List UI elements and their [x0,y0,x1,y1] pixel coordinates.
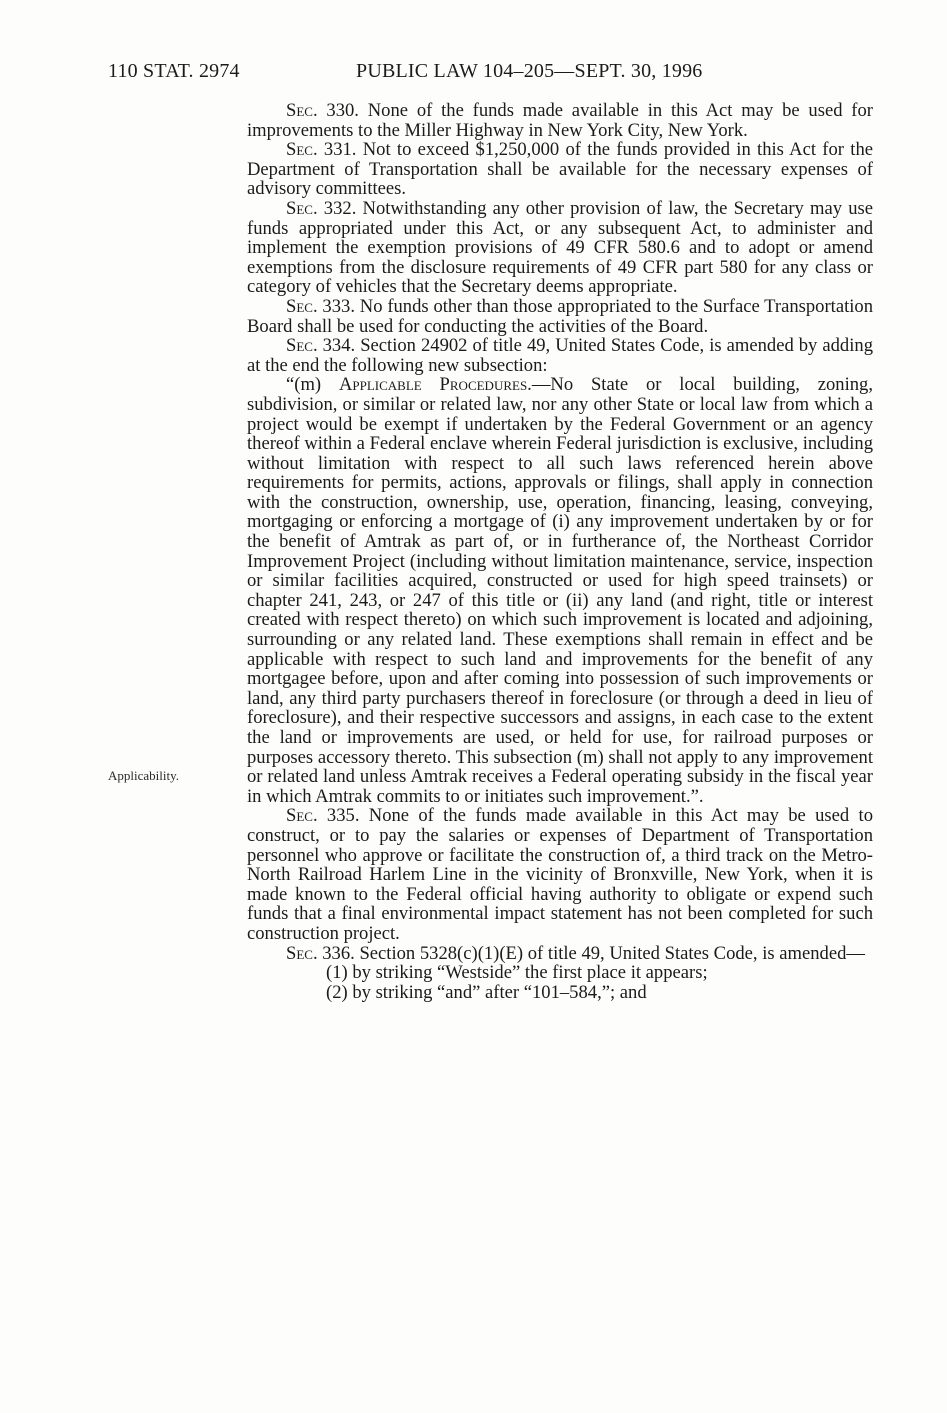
margin-note-applicability: Applicability. [108,768,180,783]
section-label: Sec. [286,805,318,827]
page-header [108,60,808,90]
section-330 [247,101,873,140]
amendment-item-1: (1) by striking “Westside” the first place it appears; [326,962,708,984]
subsection-heading: Applicable Procedures [338,374,528,396]
section-label: Sec. [286,197,318,219]
section-text: 334. Section 24902 of title 49, United States Code, is amended by adding at the end the following new subsection: [247,335,873,376]
section-label: Sec. [286,139,318,161]
section-333 [247,297,873,336]
section-text: 332. Notwithstanding any other provision of law, the Secretary may use funds appropriated under this Act, or any subsequent Act, to administer and implement the exemption provisions of 49 CFR 580.6 and to adopt or amend exemptions from the disclosure requirements of 49 CFR part 580 for any class or category of vehicles that the Secretary deems appropriate. [247,197,873,298]
section-text: 335. None of the funds made available in this Act may be used to construct, or to pay the salaries or expenses of Department of Transportation personnel who approve or facilitate the construction of, a third track on the Metro-North Railroad Harlem Line in the vicinity of Bronxville, New York, when it is made known to the Federal official having authority to obligate or expend such funds that a final environmental impact statement has not been completed for such construction project. [247,805,873,944]
section-label: Sec. [286,295,318,317]
section-label: Sec. [286,335,318,357]
subsection-prefix: “(m) [286,374,339,396]
section-332 [247,199,873,297]
section-334 [247,336,873,375]
section-label: Sec. [286,100,318,121]
body-text [247,101,873,1002]
statute-page-number: 110 STAT. 2974 [108,60,240,82]
subsection-m-applicable-procedures [247,375,873,806]
section-text: 333. No funds other than those appropriated to the Surface Transportation Board shall be used for conducting the activities of the Board. [247,295,873,337]
amendment-item-2: (2) by striking “and” after “101–584,”; and [326,981,647,1003]
section-label: Sec. [286,942,318,964]
public-law-title: PUBLIC LAW 104–205—SEPT. 30, 1996 [356,60,703,82]
section-335 [247,806,873,943]
section-336 [247,944,873,964]
section-text: 336. Section 5328(c)(1)(E) of title 49, United States Code, is amended— [317,942,865,964]
section-text: 330. None of the funds made available in this Act may be used for improvements to the Miller Highway in New York City, New York. [247,100,873,141]
subsection-text: .—No State or local building, zoning, subdivision, or similar or related law, nor any other State or local law from which a project would be exempt if undertaken by the Federal Government or an agency thereof within a Federal enclave wherein Federal jurisdiction is exclusive, including without limitation with respect to all such laws referenced herein above requirements for permits, actions, approvals or filings, shall apply in connection with the construction, ownership, use, operation, financing, leasing, conveying, mortgaging or enforcing a mortgage of (i) any improvement undertaken by or for the benefit of Amtrak as part of, or in furtherance of, the Northeast Corridor Improvement Project (including without limitation maintenance, service, inspection or similar facilities acquired, constructed or used for high speed trainsets) or chapter 241, 243, or 247 of this title or (ii) any land (and right, title or interest created with respect thereto) on which such improvement is located and adjoining, surrounding or any related land. These exemptions shall remain in effect and be applicable with respect to such land and improvements for the benefit of any mortgagee before, upon and after coming into possession of such improvements or land, any third party purchasers thereof in foreclosure (or through a deed in lieu of foreclosure), and their respective successors and assigns, in each case to the extent the land or improvements are used, or held for use, for railroad purposes or purposes accessory thereto. This subsection (m) shall not apply to any improvement or related land unless Amtrak receives a Federal operating subsidy in the fiscal year in which Amtrak commits to or initiates such improvement.”. [247,374,873,807]
section-331 [247,140,873,199]
section-text: 331. Not to exceed $1,250,000 of the funds provided in this Act for the Department of Transportation shall be available for the necessary expenses of advisory committees. [247,139,873,200]
